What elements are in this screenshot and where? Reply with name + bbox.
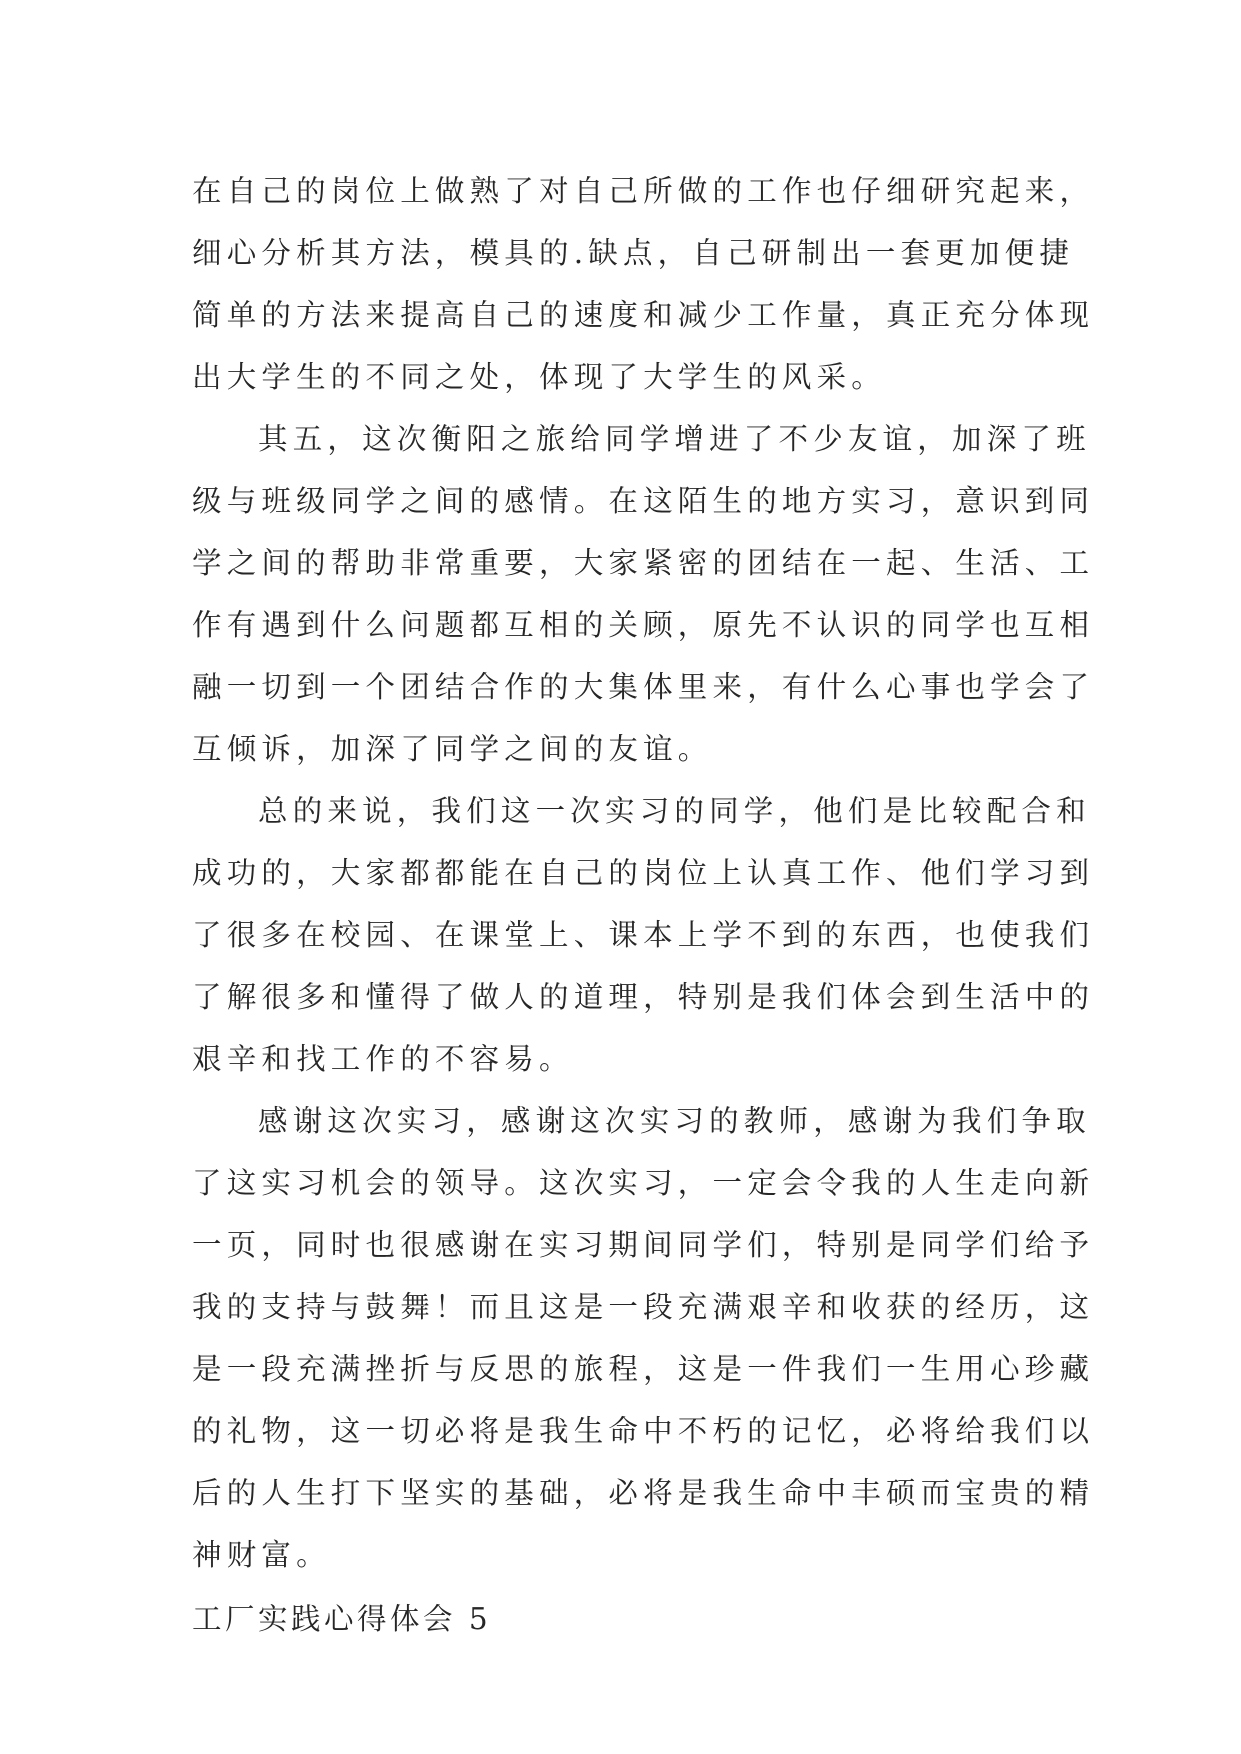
text-line: 细心分析其方法，模具的.缺点，自己研制出一套更加便捷 (192, 236, 1075, 270)
text-line: 其五，这次衡阳之旅给同学增进了不少友谊，加深了班 (258, 422, 1091, 456)
paragraph-2 (192, 408, 1095, 780)
text-line: 了这实习机会的领导。这次实习，一定会令我的人生走向新 (192, 1166, 1095, 1200)
section-heading: 工厂实践心得体会 5 (192, 1602, 492, 1636)
text-line: 了解很多和懂得了做人的道理，特别是我们体会到生活中的 (192, 980, 1095, 1014)
paragraph-1 (192, 160, 1095, 408)
text-line: 艰辛和找工作的不容易。 (192, 1042, 574, 1076)
text-line: 的礼物，这一切必将是我生命中不朽的记忆，必将给我们以 (192, 1414, 1095, 1448)
text-line: 出大学生的不同之处，体现了大学生的风采。 (192, 360, 887, 394)
text-line: 神财富。 (192, 1538, 331, 1572)
text-line: 一页，同时也很感谢在实习期间同学们，特别是同学们给予 (192, 1228, 1095, 1262)
document-body (192, 160, 1095, 1650)
paragraph-4 (192, 1090, 1095, 1586)
text-line: 成功的，大家都都能在自己的岗位上认真工作、他们学习到 (192, 856, 1095, 890)
text-line: 后的人生打下坚实的基础，必将是我生命中丰硕而宝贵的精 (192, 1476, 1095, 1510)
paragraph-3 (192, 780, 1095, 1090)
text-line: 感谢这次实习，感谢这次实习的教师，感谢为我们争取 (258, 1104, 1091, 1138)
text-line: 互倾诉，加深了同学之间的友谊。 (192, 732, 713, 766)
text-line: 作有遇到什么问题都互相的关顾，原先不认识的同学也互相 (192, 608, 1095, 642)
text-line: 总的来说，我们这一次实习的同学，他们是比较配合和 (258, 794, 1091, 828)
text-line: 简单的方法来提高自己的速度和减少工作量，真正充分体现 (192, 298, 1095, 332)
text-line: 我的支持与鼓舞！而且这是一段充满艰辛和收获的经历，这 (192, 1290, 1095, 1324)
text-line: 在自己的岗位上做熟了对自己所做的工作也仔细研究起来， (192, 174, 1095, 208)
text-line: 融一切到一个团结合作的大集体里来，有什么心事也学会了 (192, 670, 1095, 704)
text-line: 是一段充满挫折与反思的旅程，这是一件我们一生用心珍藏 (192, 1352, 1095, 1386)
text-line: 了很多在校园、在课堂上、课本上学不到的东西，也使我们 (192, 918, 1095, 952)
text-line: 级与班级同学之间的感情。在这陌生的地方实习，意识到同 (192, 484, 1095, 518)
text-line: 学之间的帮助非常重要，大家紧密的团结在一起、生活、工 (192, 546, 1095, 580)
